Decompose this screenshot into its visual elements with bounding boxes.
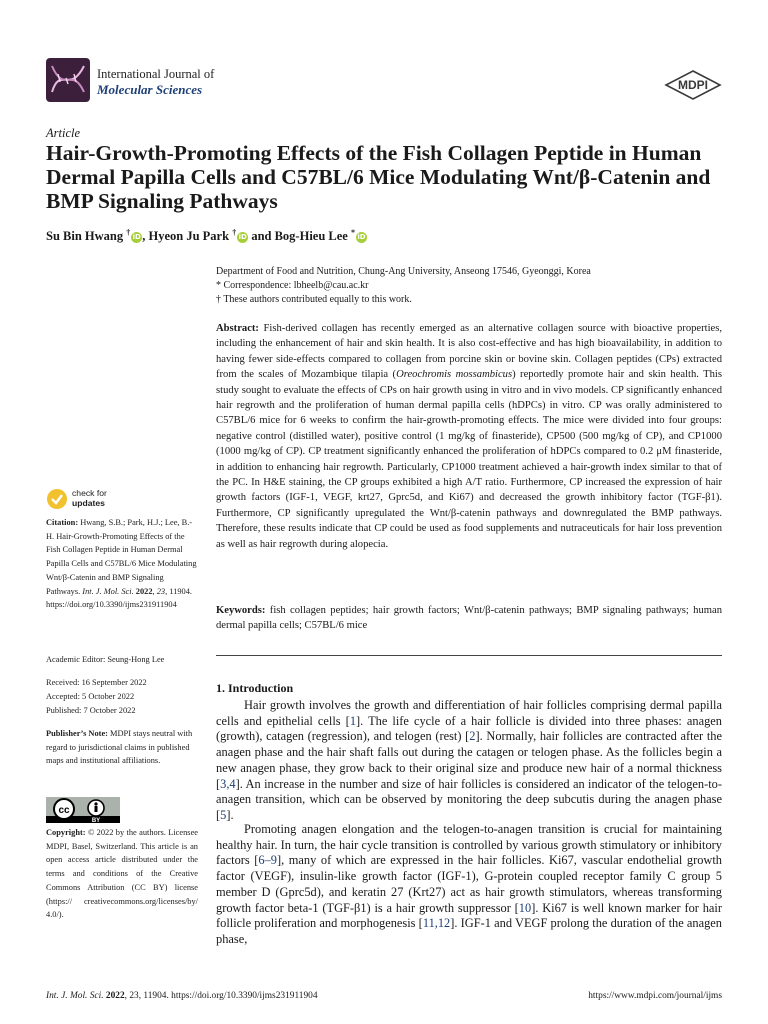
author-mark: † — [126, 228, 131, 237]
citation-ref-link[interactable]: 2 — [469, 729, 476, 744]
citation-ref-link[interactable]: 5 — [220, 807, 227, 822]
abstract-label: Abstract: — [216, 323, 259, 334]
paragraph-text: ]. The life cycle of a hair follicle is divided into three phases: anagen (growth), catagen (regression), and telogen (rest) [ — [216, 713, 723, 744]
footer-journal: Int. J. Mol. Sci. — [46, 991, 104, 1001]
abstract — [216, 321, 722, 552]
cc-by-license-icon[interactable] — [46, 797, 120, 823]
species-name: Oreochromis mossambicus — [396, 369, 513, 381]
orcid-icon[interactable]: iD — [238, 233, 247, 242]
intro-paragraph-2 — [216, 822, 722, 948]
footer-doi[interactable]: , 23, 11904. https://doi.org/10.3390/ijms231911904 — [124, 991, 318, 1001]
keywords — [216, 603, 722, 634]
received-date: Received: 16 September 2022 — [46, 678, 147, 687]
orcid-icon[interactable]: iD — [357, 233, 366, 242]
author-separator: and — [248, 229, 275, 244]
orcid-icon[interactable]: iD — [132, 233, 141, 242]
mdpi-logo[interactable] — [664, 70, 722, 100]
keywords-text: fish collagen peptides; hair growth factors; Wnt/β-catenin pathways; BMP signaling pathways; human dermal papilla cells; C57BL/6 mice — [216, 605, 722, 632]
abstract-text-2: ) reportedly promote hair and skin health. This study sought to evaluate the effects of CPs on hair growth using in vitro and in vivo models. CP significantly enhanced hair regrowth and the proliferation of human dermal papilla cells (hDPCs) in vitro. CP was orally administered to C57BL/6 mice for 6 weeks to confirm the hair-growth-promoting effects. The mice were divided into four groups: negative control (distilled water), positive control (1 mg/kg of finasteride), CP500 (500 mg/kg of CP), and CP1000 (1000 mg/kg of CP). CP treatment significantly enhanced the proliferation of hDPCs compared to 0.2 μM finasteride, in addition to enhancing hair regrowth. Particularly, CP1000 treatment achieved a hair-growth index similar to that of the PC. In H&E staining, the CP groups exhibited a high A/T ratio. Furthermore, CP increased the expression of hair growth factors (IGF-1, VEGF, krt27, Gprc5d, and Ki67) and decreased the growth inhibitory factor (TGF-β1). Furthermore, CP significantly upregulated the Wnt/β-catenin pathways and downregulated the BMP pathways. Therefore, these results indicate that CP could be used as food supplements and nutraceuticals for hair loss prevention as well as hair regrowth during alopecia. — [216, 369, 722, 550]
paragraph-text: ]. Normally, hair follicles are contracted after the anagen phase and the hair shaft falls out during the catagen or telogen phase. As the follicles begin a new anagen phase, they grow back to their original size and produce new hair of a normal thickness [ — [216, 729, 722, 791]
citation-label: Citation: — [46, 518, 79, 527]
introduction-heading: 1. Introduction — [216, 681, 294, 695]
check-line1: check for — [72, 488, 107, 498]
author-mark: † — [232, 228, 237, 237]
affiliation: Department of Food and Nutrition, Chung-Ang University, Anseong 17546, Gyeonggi, Korea — [216, 266, 591, 277]
article-title: Hair-Growth-Promoting Effects of the Fish Collagen Peptide in Human Dermal Papilla Cells and C57BL/6 Mice Modulating Wnt/β-Catenin and BMP Signaling Pathways — [46, 141, 711, 213]
copyright-notice — [46, 826, 198, 922]
journal-name-line2: Molecular Sciences — [97, 82, 203, 97]
publisher-note-text: MDPI stays neutral with regard to jurisdictional claims in published maps and institutional affiliations. — [46, 729, 193, 766]
equal-contribution-note: † These authors contributed equally to this work. — [216, 294, 412, 305]
abstract-text-1: Fish-derived collagen has recently emerged as an alternative collagen source with bioactive properties, including the enhancement of hair and skin health. It is also cost-effective and has high bioavailability, in addition to having fewer side-effects compared to collagen from porcine skin or bovine skin. Collagen peptides (CPs) extracted from the scales of Mozambique tilapia ( — [216, 323, 723, 381]
citation-ref-link[interactable]: 11,12 — [422, 916, 451, 931]
author-mark: * — [350, 228, 355, 237]
mdpi-logo-text: MDPI — [678, 78, 708, 92]
copyright-label: Copyright: — [46, 828, 86, 837]
journal-name-line1: International Journal of — [97, 67, 215, 81]
author-name[interactable]: Bog-Hieu Lee — [274, 229, 351, 244]
author-name[interactable]: Su Bin Hwang — [46, 229, 127, 244]
citation-ref-link[interactable]: 1 — [349, 713, 357, 728]
author-separator: , — [142, 229, 149, 244]
published-date: Published: 7 October 2022 — [46, 706, 136, 715]
citation-doi-link[interactable]: , 11904. https://doi.org/10.3390/ijms231911904 — [46, 586, 193, 610]
copyright-text: © 2022 by the authors. Licensee MDPI, Basel, Switzerland. This article is an open access article distributed under the terms and conditions of the Creative Commons Attribution (CC BY) license (https:// creativecommons.org/licenses/by/ 4.0/). — [46, 828, 198, 920]
cc-by-label: BY — [91, 818, 101, 823]
paragraph-text: ], many of which are expressed in the hair follicles. Ki67, vascular endothelial growth factor (VEGF), insulin-like growth factor (IGF-1), G-protein coupled receptor family C group 5 member D (Gprc5d), and keratin 27 (Krt27) act as hair growth stimulators, whereas transforming growth factor beta-1 (TGF-β1) is a hair growth suppressor [ — [216, 853, 723, 915]
paragraph-text: ]. An increase in the number and size of hair follicles is considered an indicator of the telogen-to-anagen transition, which can be observed by monitoring the deep subcutis during the anagen phase [ — [216, 776, 722, 822]
publisher-note — [46, 727, 198, 768]
citation-ref-link[interactable]: 3,4 — [220, 776, 236, 791]
citation-text: Hwang, S.B.; Park, H.J.; Lee, B.-H. Hair-Growth-Promoting Effects of the Fish Collagen Peptide in Human Dermal Papilla Cells and C57BL/6 Mice Modulating Wnt/β-Catenin and BMP Signaling Pathways. — [46, 518, 197, 596]
author-name[interactable]: Hyeon Ju Park — [148, 229, 233, 244]
paragraph-text: Promoting anagen elongation and the telogen-to-anagen transition is crucial for maintaining healthy hair. In turn, the hair cycle transition is controlled by various growth stimulatory or inhibitory factors [ — [216, 822, 722, 868]
check-for-updates-button[interactable] — [72, 489, 107, 508]
citation-ref-link[interactable]: 10 — [518, 900, 532, 915]
footer-journal-url[interactable]: https://www.mdpi.com/journal/ijms — [588, 991, 722, 1001]
citation-year: 2022 — [135, 586, 153, 596]
academic-editor: Academic Editor: Seung-Hong Lee — [46, 655, 165, 664]
correspondence: * Correspondence: lbheelb@cau.ac.kr — [216, 280, 369, 291]
paragraph-text: ]. IGF-1 and VEGF prolong the duration of the anagen phase, — [216, 916, 723, 946]
citation-block: Citation: Hwang, S.B.; Park, H.J.; Lee, B.-H. Hair-Growth-Promoting Effects of the Fish Collagen Peptide in Human Dermal Papilla Cells and C57BL/6 Mice Modulating Wnt/β-Catenin and BMP Signaling Pathways. Int. J. Mol. Sci. 2022, 23, 11904. https://doi.org/10.3390/ijms231911904 — [46, 518, 197, 610]
check-line2: updates — [72, 497, 105, 508]
publisher-note-label: Publisher’s Note: — [46, 729, 108, 738]
keywords-label: Keywords: — [216, 605, 266, 616]
article-type: Article — [46, 126, 81, 140]
journal-logo — [46, 58, 90, 102]
paragraph-text: Hair growth involves the growth and differentiation of hair follicles comprising dermal papilla cells and epithelial cells [ — [216, 698, 722, 728]
check-for-updates-icon[interactable] — [46, 488, 68, 510]
section-divider — [216, 655, 722, 656]
intro-paragraph-1 — [216, 698, 722, 824]
footer-citation — [46, 991, 318, 1001]
author-list — [46, 228, 367, 244]
accepted-date: Accepted: 5 October 2022 — [46, 692, 135, 701]
footer-year: 2022 — [105, 991, 125, 1001]
paragraph-text: ]. Ki67 is well known marker for hair follicle proliferation and morphogenesis [ — [216, 900, 722, 931]
citation-journal: Int. J. Mol. Sci. — [82, 586, 134, 596]
paragraph-text: ]. — [226, 807, 234, 822]
citation-ref-link[interactable]: 6–9 — [258, 853, 277, 868]
citation-volume: 23 — [156, 586, 166, 596]
svg-text:cc: cc — [58, 805, 70, 816]
